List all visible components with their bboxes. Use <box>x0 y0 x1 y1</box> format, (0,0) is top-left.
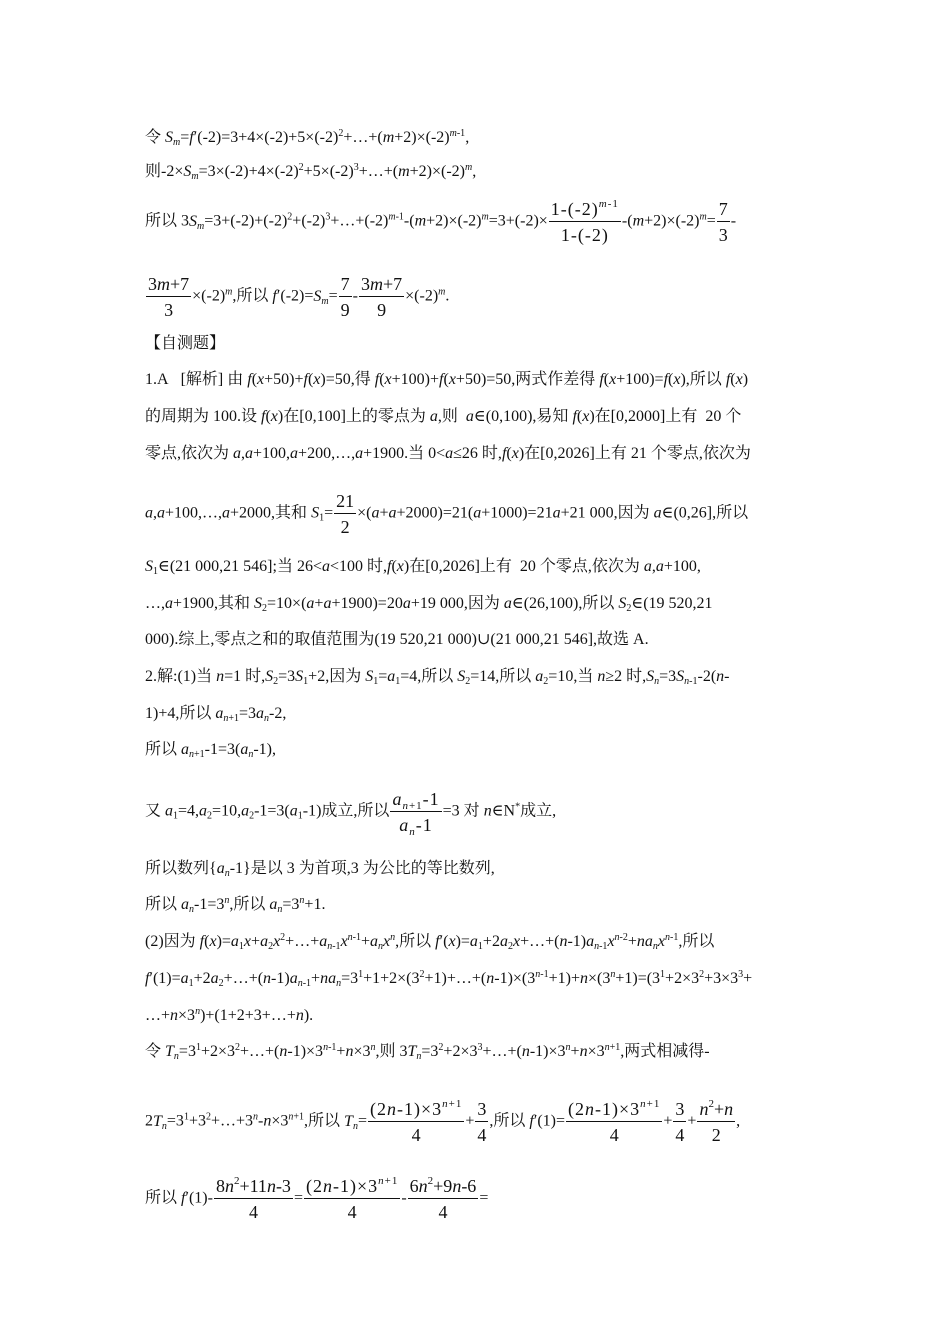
fraction: $\frac{(2n-1)\times 3^{n+1}}{4}$ <box>369 1098 463 1145</box>
fraction: $\frac{7}{3}$ <box>718 199 728 245</box>
fraction: $\frac{a_{n+1}-1}{a_n-1}$ <box>392 789 440 838</box>
fraction: $\frac{21}{2}$ <box>336 491 355 537</box>
text-line: 所以 $a_n-1=3^n$,所以 $a_n=3^n+1$. <box>145 895 326 915</box>
text-line: $\frac{3m+7}{3}$ $\times(-2)^m$,所以 $f'(-2)=S_m=$ $\frac{7}{9}$ - $\frac{3m+7}{9}$ $\times(-2)^m$. <box>148 274 450 320</box>
text-line: 000).综上,零点之和的取值范围为(19 520,21 000)∪(21 000,21 546],故选 A. <box>145 631 649 648</box>
text-line: 又 $a_1=4,a_2=10,a_2-1=3(a_1-1)$成立,所以 $\frac{a_{n+1}-1}{a_n-1}$ =3 对 n∈N*成立, <box>145 789 557 838</box>
text-line: 所以数列$\{a_n-1\}$是以 3 为首项,3 为公比的等比数列, <box>145 860 495 879</box>
fraction: $\frac{7}{9}$ <box>340 274 350 320</box>
analysis-tag: [解析] <box>180 371 224 388</box>
fraction: $\frac{(2n-1)\times 3^{n+1}}{4}$ <box>568 1098 661 1145</box>
fraction: $\frac{1-(-2)^{m-1}}{1-(-2)}$ <box>550 198 619 245</box>
section-heading: 【自测题】 <box>145 335 226 352</box>
text-line: 所以 f′(1)- $\frac{8n^2+11n-3}{4}$ = $\frac{(2n-1)\times 3^{n+1}}{4}$ - $\frac{6n^2+9n-6}{4}$ = <box>145 1175 489 1222</box>
fraction: $\frac{3m+7}{3}$ <box>148 274 190 320</box>
text-line: 的周期为 100.设 f(x)在[0,100]上的零点为 a,则 a∈(0,100),易知 f(x)在[0,2000]上有 20 个 <box>145 408 742 425</box>
text-line: a,a+100,…,a+2000,其和 $S_1=$ $\frac{21}{2}$ ×(a+a+2000)=21(a+1000)=21a+21 000,因为 a∈(0,26],所以 <box>145 491 749 537</box>
text-line: 1.A [解析] 由 f(x+50)+f(x)=50,得 f(x+100)+f(x+50)=50,两式作差得 f(x+100)=f(x),所以 f(x) <box>145 371 749 388</box>
text-line: 则$-2\times S_m=3\times(-2)+4\times(-2)^2+5\times(-2)^3+\dots+(m+2)\times(-2)^m$, <box>145 162 477 182</box>
text-line: 1)+4,所以 $a_{n+1}=3a_n-2$, <box>145 705 287 724</box>
fraction: $\frac{3}{4}$ <box>477 1099 487 1145</box>
text-line: 令 $S_m=f'(-2)=3+4\times(-2)+5\times(-2)^2+\dots+(m+2)\times(-2)^{m-1}$, <box>145 128 470 148</box>
text-line: 2.解:(1)当 n=1 时$,S_2=3S_1+2$,因为 $S_1=a_1=4$,所以 $S_2=14$,所以 $a_2=10$,当 n≥2 时$,S_n=3S_{n-1}-2(n-$ <box>145 668 730 687</box>
text-line: $f'(1)=a_1+2a_2+\dots+(n-1)a_{n-1}+na_n=3^1+1+2\times(3^2+1)+\dots+(n-1)\times(3^{n-1}+1)+n\times(3^n+1)=(3^1+2\times 3^2+3\times 3^3+$ <box>145 969 753 989</box>
text-line: 零点,依次为 a,a+100,a+200,…,a+1900.当 0<a≤26 时,f(x)在[0,2026]上有 21 个零点,依次为 <box>145 445 751 462</box>
text-line: $S_1\in(21$ 000,21 546];当 26<a<100 时,f(x)在[0,2026]上有 20 个零点,依次为 a,a+100, <box>145 558 701 577</box>
fraction: $\frac{3}{4}$ <box>675 1099 685 1145</box>
text-line: 所以 $3S_m=3+(-2)+(-2)^2+(-2)^3+\dots+(-2)^{m-1}-(m+2)\times(-2)^m=3+(-2)\times$ $\frac{1-(-2)^{m-1}}{1-(-2)}$ $-(m+2)\times(-2)^m=$ $\frac{7}{3}$ - <box>145 198 737 245</box>
fraction: $\frac{8n^2+11n-3}{4}$ <box>215 1175 291 1222</box>
fraction: $\frac{(2n-1)\times 3^{n+1}}{4}$ <box>305 1175 399 1222</box>
text-line: 所以 $a_{n+1}-1=3(a_n-1)$, <box>145 741 276 760</box>
fraction: $\frac{3m+7}{9}$ <box>360 274 403 320</box>
text-line: (2)因为 $f(x)=a_1x+a_2x^2+\dots+a_{n-1}x^{n-1}+a_nx^n$,所以 $f'(x)=a_1+2a_2x+\dots+(n-1)a_{n-1}x^{n-2}+na_nx^{n-1}$,所以 <box>145 932 715 952</box>
fraction: $\frac{n^2+n}{2}$ <box>699 1098 734 1145</box>
text-line: …,a+1900,其和 $S_2=10\times(a+a+1900)=20a+19$ 000,因为 a∈(26,100),所以 $S_2\in(19$ 520,21 <box>145 595 713 614</box>
text-line: 令 $T_n=3^1+2\times 3^2+\dots+(n-1)\times 3^{n-1}+n\times 3^n$,则 $3T_n=3^2+2\times 3^3+\dots+(n-1)\times 3^n+n\times 3^{n+1}$,两式相减得- <box>145 1042 710 1062</box>
text-line: $2T_n=3^1+3^2+\dots+3^n-n\times 3^{n+1}$,所以 $T_n=$ $\frac{(2n-1)\times 3^{n+1}}{4}$ + $\frac{3}{4}$ ,所以 f′(1)= $\frac{(2n-1)\times 3^{n+1}}{4}$ + $\frac{3}{4}$ + $\frac{n^2+n}{2}$ , <box>145 1098 741 1145</box>
text-line: $\dots+n\times 3^n)+(1+2+3+\dots+n)$. <box>145 1006 314 1024</box>
fraction: $\frac{6n^2+9n-6}{4}$ <box>409 1175 477 1222</box>
question-number: 1.A <box>145 371 169 388</box>
